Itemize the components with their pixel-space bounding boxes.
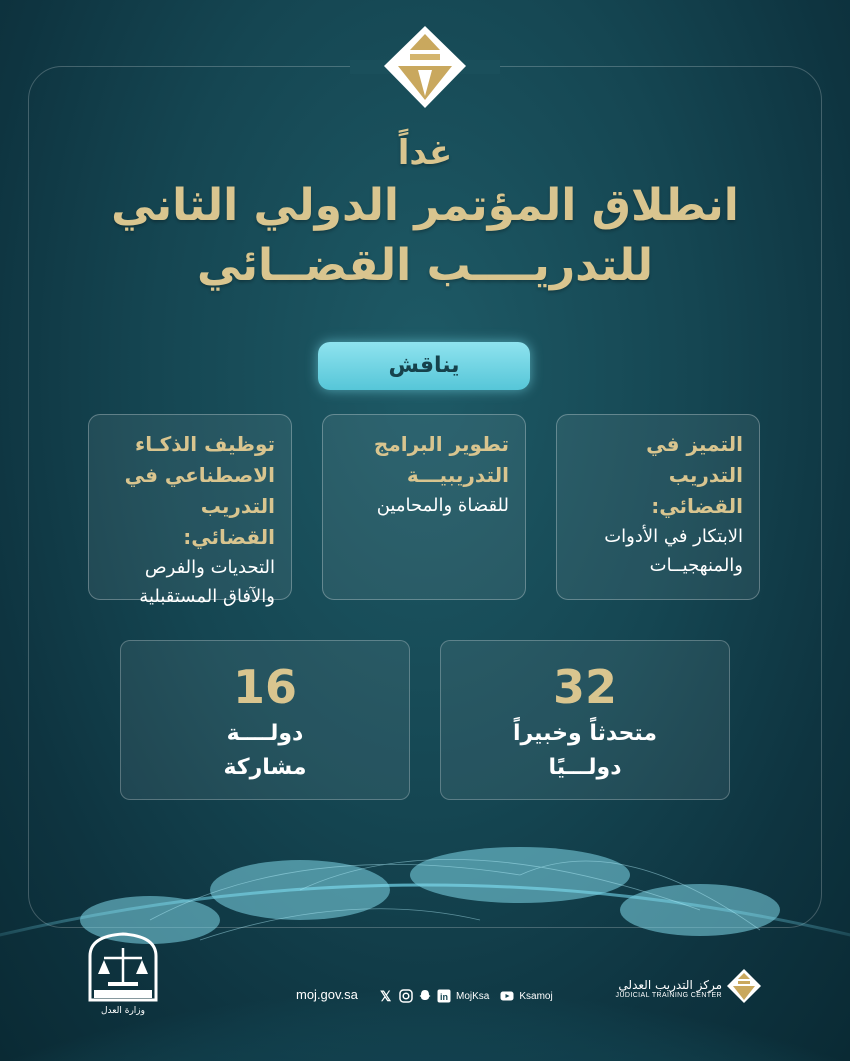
social-links — [380, 986, 553, 1006]
stat-countries — [120, 640, 410, 800]
topic-body: للقضاة والمحامين — [376, 495, 509, 516]
stat-number: 16 — [232, 660, 297, 714]
title-line-tomorrow: غداً — [397, 133, 453, 173]
stat-label-line1: متحدثاً وخبيراً — [512, 721, 658, 746]
stat-number: 32 — [552, 660, 617, 714]
x-twitter-icon[interactable]: 𝕏 — [380, 988, 392, 1004]
topic-card-ai — [88, 414, 292, 607]
topic-heading: التميز في التدريب القضائي: — [646, 432, 743, 518]
training-center-name — [612, 978, 722, 999]
website-link[interactable]: moj.gov.sa — [296, 987, 358, 1002]
snapchat-icon[interactable] — [418, 989, 432, 1003]
ministry-logo-caption — [84, 1006, 162, 1016]
discusses-badge: يناقش — [318, 342, 530, 390]
svg-text:in: in — [440, 992, 448, 1002]
topic-card-programs — [322, 414, 526, 600]
topic-body: التحديات والفرص والآفاق المستقبلية — [139, 557, 275, 607]
ministry-logo-text: وزارة العدل — [101, 1006, 145, 1016]
topic-body: الابتكار في الأدوات والمنهجيــات — [604, 526, 743, 576]
training-center-logo-icon — [726, 968, 762, 1004]
title-line-training: للتدريــــب القضــائي — [196, 240, 654, 291]
stat-label-line1: دولــــة — [226, 721, 304, 746]
youtube-icon[interactable] — [500, 989, 514, 1003]
topic-heading: تطوير البرامج التدريبيـــة — [373, 432, 509, 487]
stat-label-line2: مشاركة — [223, 755, 307, 780]
announcement-title — [0, 130, 850, 296]
social-handle-2[interactable]: Ksamoj — [519, 990, 553, 1002]
linkedin-icon[interactable] — [437, 989, 451, 1003]
social-handle-1[interactable]: MojKsa — [456, 990, 490, 1002]
stat-speakers — [440, 640, 730, 800]
conference-logo-icon — [382, 24, 468, 110]
center-name-ar: مركز التدريب العدلي — [618, 978, 722, 992]
stat-label-line2: دولـــيًا — [548, 755, 622, 780]
center-name-en: JUDICIAL TRAINING CENTER — [615, 992, 722, 999]
instagram-icon[interactable] — [399, 989, 413, 1003]
topic-card-excellence — [556, 414, 760, 600]
ministry-of-justice-logo-icon — [84, 930, 162, 1006]
title-line-launch: انطلاق المؤتمر الدولي الثاني — [111, 180, 739, 231]
topic-heading: توظيف الذكـاء الاصطناعي في التدريب القضائي: — [124, 432, 275, 549]
